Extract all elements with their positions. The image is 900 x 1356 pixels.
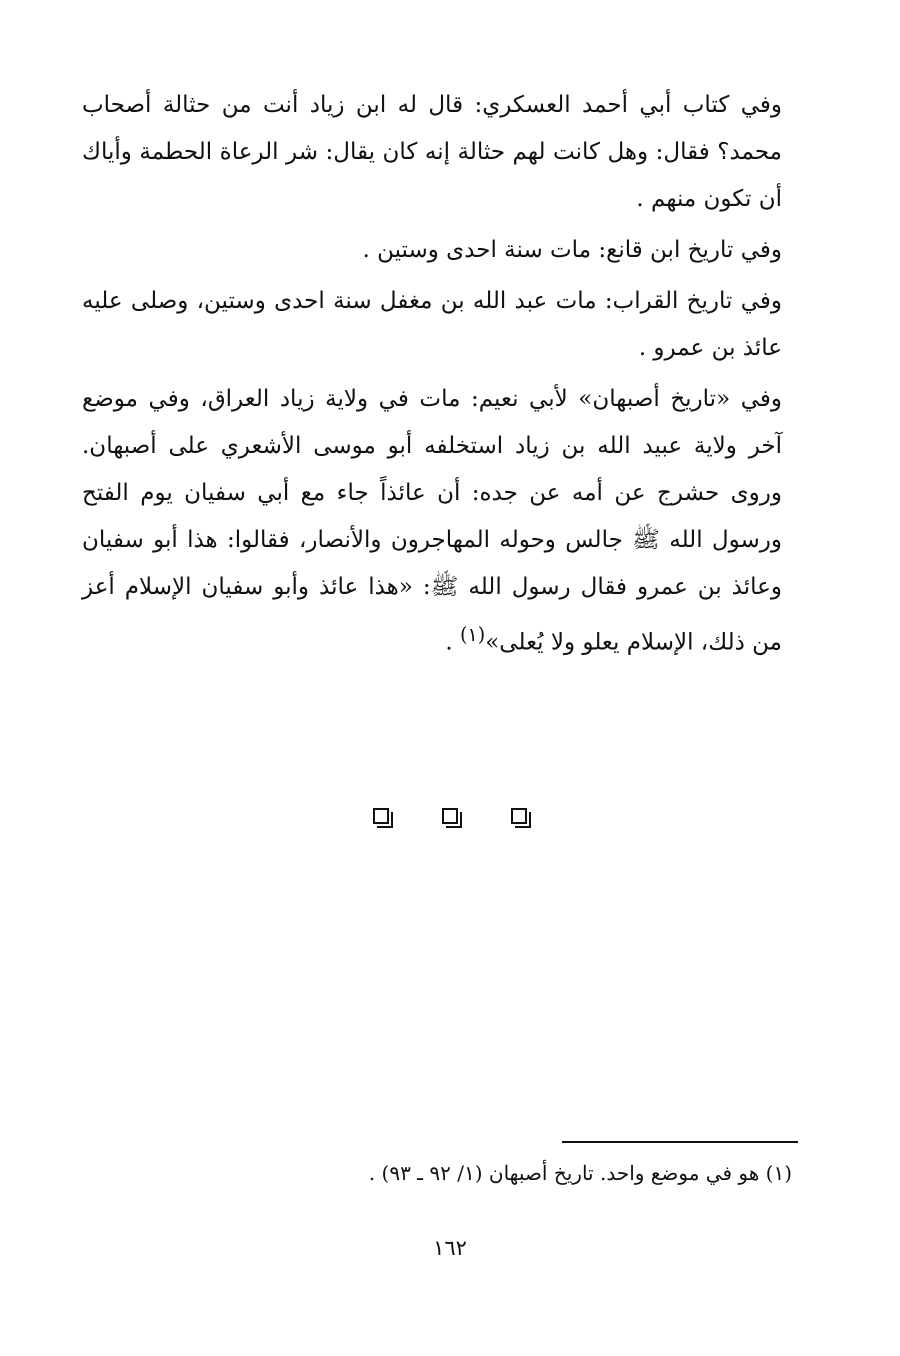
main-text [82,82,782,671]
paragraph-ibn-qani: وفي تاريخ ابن قانع: مات سنة احدى وستين . [362,237,782,263]
footnote-divider [562,1141,798,1143]
footnote: (١) هو في موضع واحد. تاريخ أصبهان (١/ ٩٢ ـ ٩٣) . [368,1161,792,1185]
square-ornament-icon [373,808,389,824]
square-ornament-icon [511,808,527,824]
page-number: ١٦٢ [433,1236,467,1260]
section-separator [0,808,900,828]
closing-mark: . [445,629,460,656]
paragraph-qurab: وفي تاريخ القراب: مات عبد الله بن مغفل سنة احدى وستين، وصلى عليه عائذ بن عمرو . [82,288,782,361]
footnote-reference: (١) [459,623,486,646]
paragraph-askari: وفي كتاب أبي أحمد العسكري: قال له ابن زياد أنت من حثالة أصحاب محمد؟ فقال: وهل كانت لهم حثالة إنه كان يقال: شر الرعاة الحطمة وأياك أن تكون منهم . [82,92,782,212]
paragraph-isfahan-text: وفي «تاريخ أصبهان» لأبي نعيم: مات في ولاية زياد العراق، وفي موضع آخر ولاية عبيد الله بن زياد استخلفه أبو موسى الأشعري على أصبهان. وروى حشرج عن أمه عن جده: أن عائذاً جاء مع أبي سفيان يوم الفتح ورسول الله ﷺ جالس وحوله المهاجرون والأنصار، فقالوا: هذا أبو سفيان وعائذ بن عمرو فقال رسول الله ﷺ: «هذا عائذ وأبو سفيان الإسلام أعز من ذلك، الإسلام يعلو ولا يُعلى» [82,386,782,656]
square-ornament-icon [442,808,458,824]
paragraph-isfahan [82,376,782,667]
